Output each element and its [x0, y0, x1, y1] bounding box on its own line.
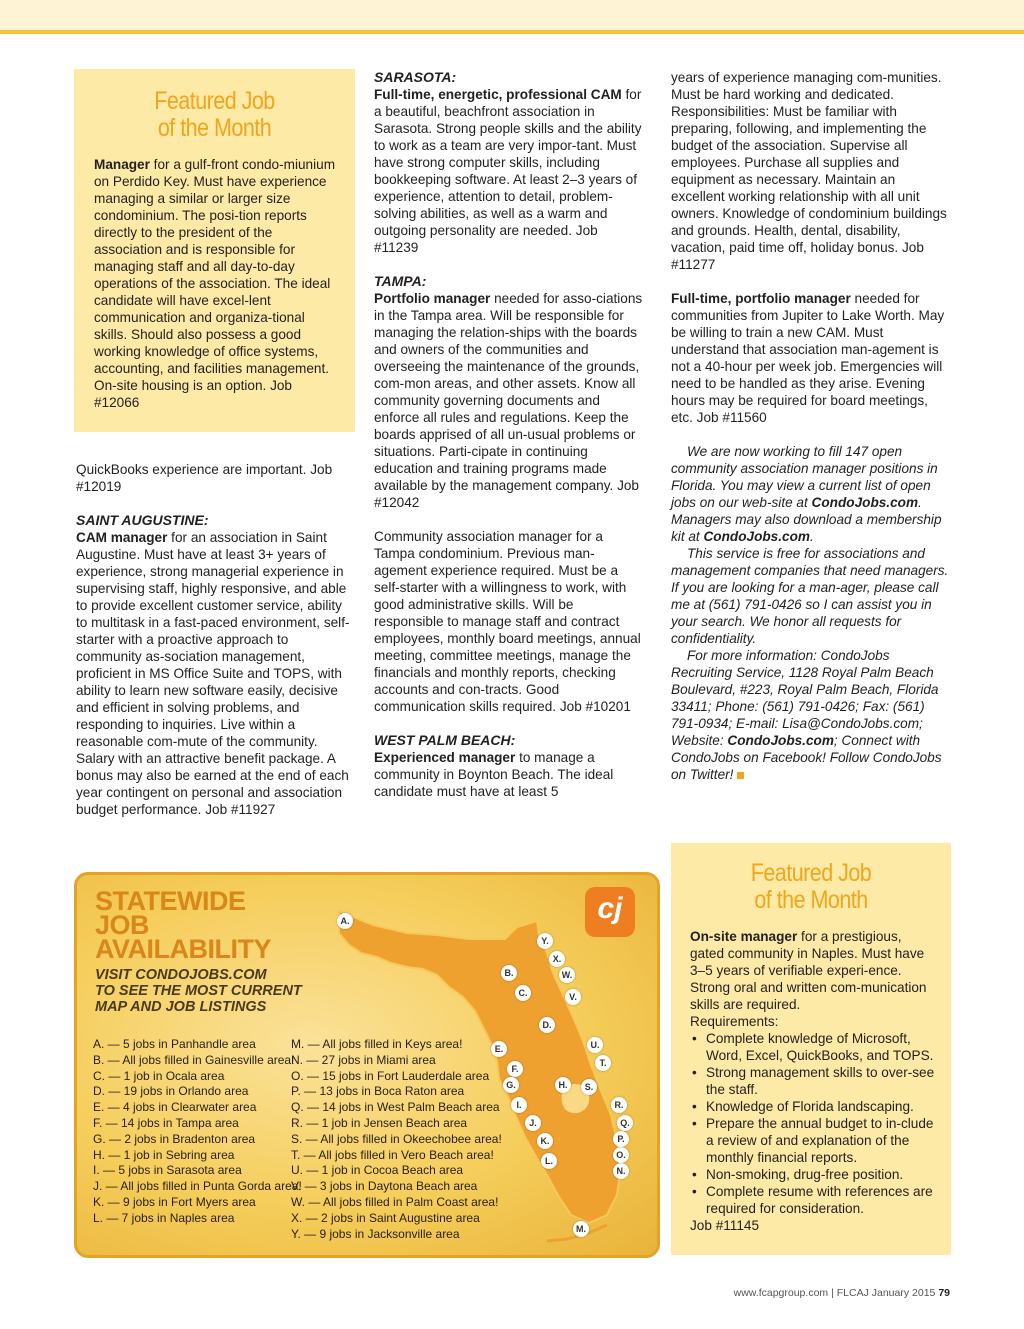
- west-palm-beach-listing: [374, 749, 644, 800]
- map-label-m: M.: [573, 1221, 589, 1237]
- column-1: [76, 461, 356, 818]
- page-number: 79: [938, 1287, 950, 1299]
- map-label-c: C.: [515, 985, 531, 1001]
- map-label-r: R.: [611, 1097, 627, 1113]
- legend-item: T. — All jobs filled in Vero Beach area!: [291, 1147, 494, 1162]
- map-legend-right: [291, 1037, 502, 1242]
- featured-job-text: [94, 156, 337, 411]
- legend-item: Y. — 9 jobs in Jacksonville area: [291, 1226, 460, 1241]
- featured-title-line1: Featured Job: [154, 87, 275, 115]
- legend-item: S. — All jobs filled in Okeechobee area!: [291, 1131, 502, 1146]
- footer-magazine: FLCAJ: [836, 1287, 869, 1299]
- legend-item: I. — 5 jobs in Sarasota area: [93, 1163, 242, 1178]
- quickbooks-text: QuickBooks experience are important. Job #12019: [76, 462, 333, 494]
- saint-augustine-heading: SAINT AUGUSTINE:: [76, 512, 209, 528]
- legend-item: Q. — 14 jobs in West Palm Beach area: [291, 1100, 500, 1115]
- saint-augustine-listing: [76, 529, 356, 818]
- sarasota-body: for a beautiful, beachfront association in Sarasota. Strong people skills and the ability to work as a team are very impor-tant. Must have strong computer skills, including bookkeeping software. At least 2–3 years of experience, attention to detail, problem-solving abilities, as well as a warm and outgoing personality are needed. Job #11239: [374, 87, 642, 255]
- footer-date: January 2015: [871, 1287, 936, 1299]
- legend-item: F. — 14 jobs in Tampa area: [93, 1115, 239, 1130]
- legend-item: L. — 7 jobs in Naples area: [93, 1210, 235, 1225]
- legend-item: H. — 1 job in Sebring area: [93, 1147, 235, 1162]
- map-legend-left: [93, 1037, 302, 1227]
- legend-item: M. — All jobs filled in Keys area!: [291, 1037, 463, 1051]
- west-palm-beach-heading: WEST PALM BEACH:: [374, 732, 516, 748]
- saint-augustine-lead: CAM manager: [76, 530, 168, 545]
- map-label-o: O.: [613, 1147, 629, 1163]
- list-item: • Complete knowledge of Microsoft, Word, Excel, QuickBooks, and TOPS.: [690, 1030, 937, 1064]
- column-2: [374, 69, 644, 800]
- map-label-f: F.: [507, 1061, 523, 1077]
- fulltime-listing: [671, 290, 951, 426]
- list-item: • Knowledge of Florida landscaping.: [690, 1098, 937, 1115]
- requirements-list: [690, 1030, 937, 1217]
- featured2-title-line1: Featured Job: [750, 859, 872, 887]
- map-label-t: T.: [595, 1055, 611, 1071]
- fulltime-lead: Full-time, portfolio manager: [671, 291, 851, 306]
- featured2-title-line2: of the Month: [754, 886, 868, 914]
- sarasota-heading: SARASOTA:: [374, 69, 457, 85]
- featured2-intro: [690, 928, 937, 1013]
- tampa-listing-2: Community association manager for a Tampa condominium. Previous man-agement experience required. Must be a self-starter with a willingness to work, with good administrative skills. Will be responsible to manage staff and contract employees, monthly board meetings, annual meeting, committee meetings, manage the financials and monthly reports, checking accounts and con-tracts. Good communication skills required. Job #10201: [374, 529, 641, 714]
- map-label-a: A.: [337, 913, 353, 929]
- closing-para-2: This service is free for associations and management companies that need managers. If you are looking for a man-ager, please call me at (561) 791-0426 so I can assist you in your search. We honor all requests for confidentiality.: [671, 546, 949, 646]
- featured2-text: [690, 928, 937, 1234]
- legend-item: U. — 1 job in Cocoa Beach area: [291, 1163, 464, 1178]
- legend-item: K. — 9 jobs in Fort Myers area: [93, 1194, 256, 1209]
- map-label-p: P.: [613, 1131, 629, 1147]
- footer-site[interactable]: www.fcapgroup.com: [733, 1287, 829, 1299]
- statewide-job-map: [74, 872, 660, 1258]
- legend-item: J. — All jobs filled in Punta Gorda area!: [93, 1179, 302, 1194]
- closing-notes: [671, 443, 951, 783]
- map-label-n: N.: [613, 1163, 629, 1179]
- map-label-e: E.: [491, 1041, 507, 1057]
- featured2-body: for a prestigious, gated community in Naples. Must have 3–5 years of verifiable experi-ence. Strong oral and written com-munication skills are required.: [690, 929, 927, 1012]
- list-item: • Strong management skills to over-see the staff.: [690, 1064, 937, 1098]
- map-label-j: J.: [525, 1115, 541, 1131]
- west-palm-beach-lead: Experienced manager: [374, 750, 516, 765]
- tampa-body: needed for asso-ciations in the Tampa area. Will be responsible for managing the relation-ships with the boards and owners of the communities and overseeing the maintenance of the grounds, com-mon areas, and other assets. Know all community governing documents and enforce all rules and regulations. Keep the boards apprised of all un-usual problems or situations. Parti-cipate in continuing education and training programs made available by the management company. Job #12042: [374, 291, 643, 510]
- sarasota-listing: [374, 86, 644, 256]
- legend-item: W. — All jobs filled in Palm Coast area!: [291, 1194, 499, 1209]
- featured-job-box-1: [74, 69, 355, 432]
- page-footer: www.fcapgroup.com | FLCAJ January 2015 79: [733, 1287, 950, 1299]
- featured-job-lead: Manager: [94, 157, 150, 172]
- featured-job-body: for a gulf-front condo-miunium on Perdido Key. Must have experience managing a similar or larger size condominium. The posi-tion reports directly to the president of the association and is responsible for managing staff and all day-to-day operations of the association. The ideal candidate will have excel-lent communication and organiza-tional skills. Should also possess a good working knowledge of office systems, accounting, and facilities management. On-site housing is an option. Job #12066: [94, 157, 336, 410]
- tampa-listing: [374, 290, 644, 511]
- legend-item: R. — 1 job in Jensen Beach area: [291, 1115, 468, 1130]
- legend-item: O. — 15 jobs in Fort Lauderdale area: [291, 1068, 490, 1083]
- condojobs-logo: cj: [585, 887, 635, 937]
- list-item: • Prepare the annual budget to in-clude a review of and explanation of the monthly financial reports.: [690, 1115, 937, 1166]
- map-label-q: Q.: [617, 1115, 633, 1131]
- map-label-u: U.: [587, 1037, 603, 1053]
- map-label-x: X.: [549, 951, 565, 967]
- closing-para-1: We are now working to fill 147 open community association manager positions in Florida. You may view a current list of open jobs on our web-site at CondoJobs.com. Managers may also download a membership kit at CondoJobs.com.: [671, 444, 942, 544]
- map-subtitle: VISIT CONDOJOBS.COM TO SEE THE MOST CURRENT MAP AND JOB LISTINGS: [95, 967, 302, 1015]
- featured-title-line2: of the Month: [157, 114, 272, 142]
- end-mark-icon: [737, 772, 744, 779]
- legend-item: B. — All jobs filled in Gainesville area!: [93, 1052, 295, 1067]
- west-palm-beach-body: to manage a community in Boynton Beach. The ideal candidate must have at least 5: [374, 750, 614, 799]
- map-label-k: K.: [537, 1133, 553, 1149]
- column-3: [671, 69, 951, 783]
- legend-item: N. — 27 jobs in Miami area: [291, 1052, 436, 1067]
- requirements-label: Requirements:: [690, 1014, 779, 1029]
- legend-item: P. — 13 jobs in Boca Raton area: [291, 1084, 465, 1099]
- map-label-y: Y.: [537, 933, 553, 949]
- map-label-i: I.: [511, 1097, 527, 1113]
- featured2-job-number: Job #11145: [690, 1218, 760, 1233]
- continued-listing: years of experience managing com-munities. Must be hard working and dedicated. Responsibilities: Must be familiar with preparing, following, and implementing the budget of the association. Supervise all employees. Purchase all supplies and equipment as necessary. Maintain an excellent working relationship with all unit owners. Knowledge of condominium buildings and grounds. Health, dental, disability, vacation, paid time off, holiday bonus. Job #11277: [671, 70, 947, 272]
- legend-item: V. — 3 jobs in Daytona Beach area: [291, 1179, 478, 1194]
- condojobs-link-1[interactable]: CondoJobs.com: [811, 495, 919, 510]
- map-label-g: G.: [503, 1077, 519, 1093]
- legend-item: E. — 4 jobs in Clearwater area: [93, 1100, 257, 1115]
- map-label-s: S.: [581, 1079, 597, 1095]
- featured2-lead: On-site manager: [690, 929, 798, 944]
- map-label-l: L.: [541, 1153, 557, 1169]
- tampa-lead: Portfolio manager: [374, 291, 491, 306]
- condojobs-link-2[interactable]: CondoJobs.com: [703, 529, 810, 544]
- condojobs-link-3[interactable]: CondoJobs.com: [727, 733, 834, 748]
- legend-item: A. — 5 jobs in Panhandle area: [93, 1037, 256, 1051]
- map-label-v: V.: [565, 989, 581, 1005]
- map-label-b: B.: [501, 965, 517, 981]
- legend-item: D. — 19 jobs in Orlando area: [93, 1084, 249, 1099]
- featured-job-box-2: [671, 843, 951, 1255]
- fulltime-body: needed for communities from Jupiter to Lake Worth. May be willing to train a new CAM. Must understand that association man-agement is not a 40-hour per week job. Emergencies will need to be handled as they arise. Evening hours may be required for board meetings, etc. Job #11560: [671, 291, 945, 425]
- list-item: • Complete resume with references are required for consideration.: [690, 1183, 937, 1217]
- sarasota-lead: Full-time, energetic, professional CAM: [374, 87, 622, 102]
- tampa-heading: TAMPA:: [374, 273, 427, 289]
- legend-item: X. — 2 jobs in Saint Augustine area: [291, 1210, 480, 1225]
- top-banner: [0, 0, 1024, 34]
- legend-item: C. — 1 job in Ocala area: [93, 1068, 225, 1083]
- map-label-h: H.: [555, 1077, 571, 1093]
- closing-para-3: For more information: CondoJobs Recruiting Service, 1128 Royal Palm Beach Boulevard, #223, Royal Palm Beach, Florida 33411; Phone: (561) 791-0426; Fax: (561) 791-0934; E-mail: Lisa@CondoJobs.com; Website: CondoJobs.com; Connect with CondoJobs on Facebook! Follow CondoJobs on Twitter!: [671, 648, 942, 782]
- legend-item: G. — 2 jobs in Bradenton area: [93, 1131, 256, 1146]
- map-label-d: D.: [539, 1017, 555, 1033]
- list-item: • Non-smoking, drug-free position.: [690, 1166, 937, 1183]
- map-label-w: W.: [559, 967, 575, 983]
- map-title: STATEWIDE JOB AVAILABILITY: [95, 886, 271, 964]
- saint-augustine-body: for an association in Saint Augustine. Must have at least 3+ years of experience, strong managerial experience in supervising staff, highly responsive, and able to provide excellent customer service, ability to multitask in a fast-paced environment, self-starter with a proactive approach to community as-sociation management, proficient in MS Office Suite and TOPS, with ability to learn new software easily, decisive and efficient in solving problems, and responding to inquiries. Live within a reasonable com-mute of the community. Salary with an attractive benefit package. A bonus may also be earned at the end of each year contingent on personal and association budget performance. Job #11927: [76, 530, 350, 817]
